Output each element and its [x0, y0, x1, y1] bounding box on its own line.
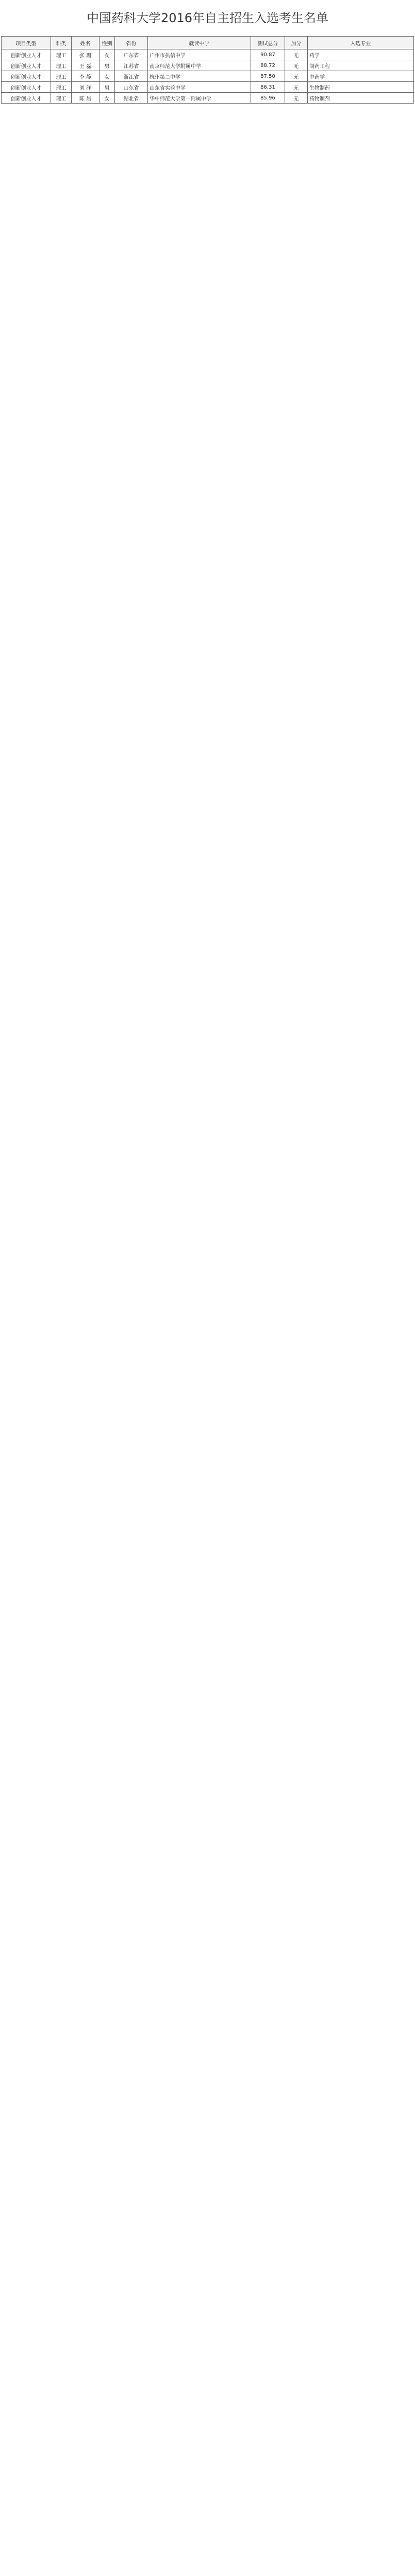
col-project-type-header: 项目类型 [2, 37, 51, 49]
cell-score: 85.96 [251, 93, 285, 104]
cell-name: 陈 晨 [72, 93, 99, 104]
cell-project-type: 创新创业人才 [2, 49, 51, 60]
table-row [2, 71, 414, 82]
page-title: 中国药科大学2016年自主招生入选考生名单 [86, 11, 329, 25]
cell-school: 华中师范大学第一附属中学 [148, 93, 251, 104]
cell-school: 广州市执信中学 [148, 49, 251, 60]
table-row [2, 49, 414, 60]
cell-bonus: 无 [285, 49, 308, 60]
cell-subject: 理工 [51, 93, 72, 104]
cell-gender: 男 [99, 60, 115, 71]
cell-province: 广东省 [115, 49, 148, 60]
cell-province: 山东省 [115, 82, 148, 93]
cell-subject: 理工 [51, 60, 72, 71]
cell-school: 山东省实验中学 [148, 82, 251, 93]
cell-subject: 理工 [51, 49, 72, 60]
col-bonus-header: 加分 [285, 37, 308, 49]
col-subject-header: 科类 [51, 37, 72, 49]
cell-major: 药物制剂 [308, 93, 414, 104]
cell-bonus: 无 [285, 82, 308, 93]
col-major-header: 入选专业 [308, 37, 414, 49]
cell-major: 生物制药 [308, 82, 414, 93]
cell-name: 王 磊 [72, 60, 99, 71]
cell-subject: 理工 [51, 82, 72, 93]
table-row [2, 93, 414, 104]
table-header-row [2, 37, 414, 49]
admission-list-table [1, 36, 414, 104]
cell-school: 杭州第二中学 [148, 71, 251, 82]
cell-province: 江苏省 [115, 60, 148, 71]
cell-subject: 理工 [51, 71, 72, 82]
cell-province: 浙江省 [115, 71, 148, 82]
cell-gender: 男 [99, 82, 115, 93]
cell-school: 南京师范大学附属中学 [148, 60, 251, 71]
cell-name: 刘 洋 [72, 82, 99, 93]
cell-gender: 女 [99, 71, 115, 82]
cell-bonus: 无 [285, 71, 308, 82]
table-row [2, 82, 414, 93]
cell-name: 张 珊 [72, 49, 99, 60]
cell-bonus: 无 [285, 93, 308, 104]
table-row [2, 60, 414, 71]
cell-project-type: 创新创业人才 [2, 93, 51, 104]
cell-gender: 女 [99, 93, 115, 104]
cell-project-type: 创新创业人才 [2, 60, 51, 71]
col-school-header: 就读中学 [148, 37, 251, 49]
cell-project-type: 创新创业人才 [2, 71, 51, 82]
col-score-header: 测试总分 [251, 37, 285, 49]
cell-gender: 女 [99, 49, 115, 60]
cell-project-type: 创新创业人才 [2, 82, 51, 93]
cell-province: 湖北省 [115, 93, 148, 104]
col-name-header: 姓名 [72, 37, 99, 49]
cell-score: 86.31 [251, 82, 285, 93]
col-gender-header: 性别 [99, 37, 115, 49]
col-province-header: 省份 [115, 37, 148, 49]
cell-major: 药学 [308, 49, 414, 60]
cell-major: 中药学 [308, 71, 414, 82]
cell-bonus: 无 [285, 60, 308, 71]
cell-score: 90.87 [251, 49, 285, 60]
cell-major: 制药工程 [308, 60, 414, 71]
cell-score: 87.50 [251, 71, 285, 82]
cell-name: 李 静 [72, 71, 99, 82]
cell-score: 88.72 [251, 60, 285, 71]
